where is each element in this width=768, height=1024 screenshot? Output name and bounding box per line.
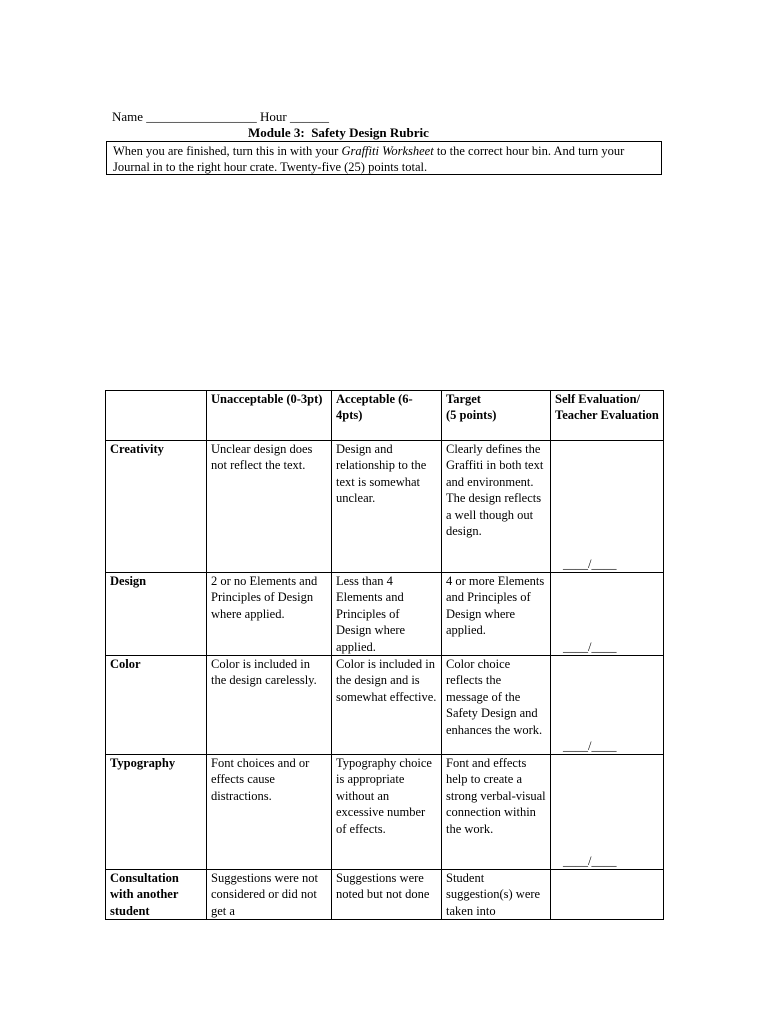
cell-acceptable: Design and relationship to the text is somewhat unclear. <box>332 441 442 573</box>
header-cell-blank <box>106 391 207 441</box>
page-title: Module 3: Safety Design Rubric <box>248 125 429 140</box>
score-cell <box>551 870 664 920</box>
cell-unacceptable: Suggestions were not considered or did not get a <box>207 870 332 920</box>
cell-unacceptable: Unclear design does not reflect the text. <box>207 441 332 573</box>
score-blank: ____/____ <box>563 853 617 868</box>
score-cell <box>551 656 664 755</box>
score-blank: ____/____ <box>563 738 617 753</box>
cell-acceptable: Suggestions were noted but not done <box>332 870 442 920</box>
cell-target: Student suggestion(s) were taken into <box>442 870 551 920</box>
rubric-header-row <box>106 391 664 441</box>
category-color: Color <box>106 656 207 755</box>
cell-target: Color choice reflects the message of the Safety Design and enhances the work. <box>442 656 551 755</box>
category-design: Design <box>106 573 207 656</box>
cell-unacceptable: 2 or no Elements and Principles of Design where applied. <box>207 573 332 656</box>
score-blank: ____/____ <box>563 556 617 571</box>
cell-target: 4 or more Elements and Principles of Design where applied. <box>442 573 551 656</box>
cell-acceptable: Less than 4 Elements and Principles of Design where applied. <box>332 573 442 656</box>
rubric-table <box>105 390 664 920</box>
table-row <box>106 441 664 573</box>
score-cell <box>551 441 664 573</box>
category-typography: Typography <box>106 755 207 870</box>
table-row <box>106 573 664 656</box>
instructions-text-cont: to the correct hour bin. And turn your Journal in to the right hour crate. Twenty-five (25) points total. <box>113 144 625 174</box>
score-cell <box>551 755 664 870</box>
cell-target: Font and effects help to create a strong verbal-visual connection within the work. <box>442 755 551 870</box>
header-acceptable: Acceptable (6-4pts) <box>332 391 442 441</box>
table-row <box>106 870 664 920</box>
cell-acceptable: Color is included in the design and is somewhat effective. <box>332 656 442 755</box>
worksheet-name: Graffiti Worksheet <box>341 144 434 158</box>
category-creativity: Creativity <box>106 441 207 573</box>
score-blank: ____/____ <box>563 639 617 654</box>
cell-unacceptable: Font choices and or effects cause distractions. <box>207 755 332 870</box>
cell-unacceptable: Color is included in the design carelessly. <box>207 656 332 755</box>
cell-acceptable: Typography choice is appropriate without an excessive number of effects. <box>332 755 442 870</box>
cell-target: Clearly defines the Graffiti in both text and environment. The design reflects a well though out design. <box>442 441 551 573</box>
score-cell <box>551 573 664 656</box>
instructions-box <box>106 141 662 175</box>
table-row <box>106 755 664 870</box>
header-unacceptable: Unacceptable (0-3pt) <box>207 391 332 441</box>
instructions-text: When you are finished, turn this in with your <box>113 144 342 158</box>
header-self-evaluation: Self Evaluation/ Teacher Evaluation <box>551 391 664 441</box>
category-consultation: Consultation with another student <box>106 870 207 920</box>
header-target: Target (5 points) <box>442 391 551 441</box>
name-hour-line: Name _________________ Hour ______ <box>112 109 330 124</box>
table-row <box>106 656 664 755</box>
